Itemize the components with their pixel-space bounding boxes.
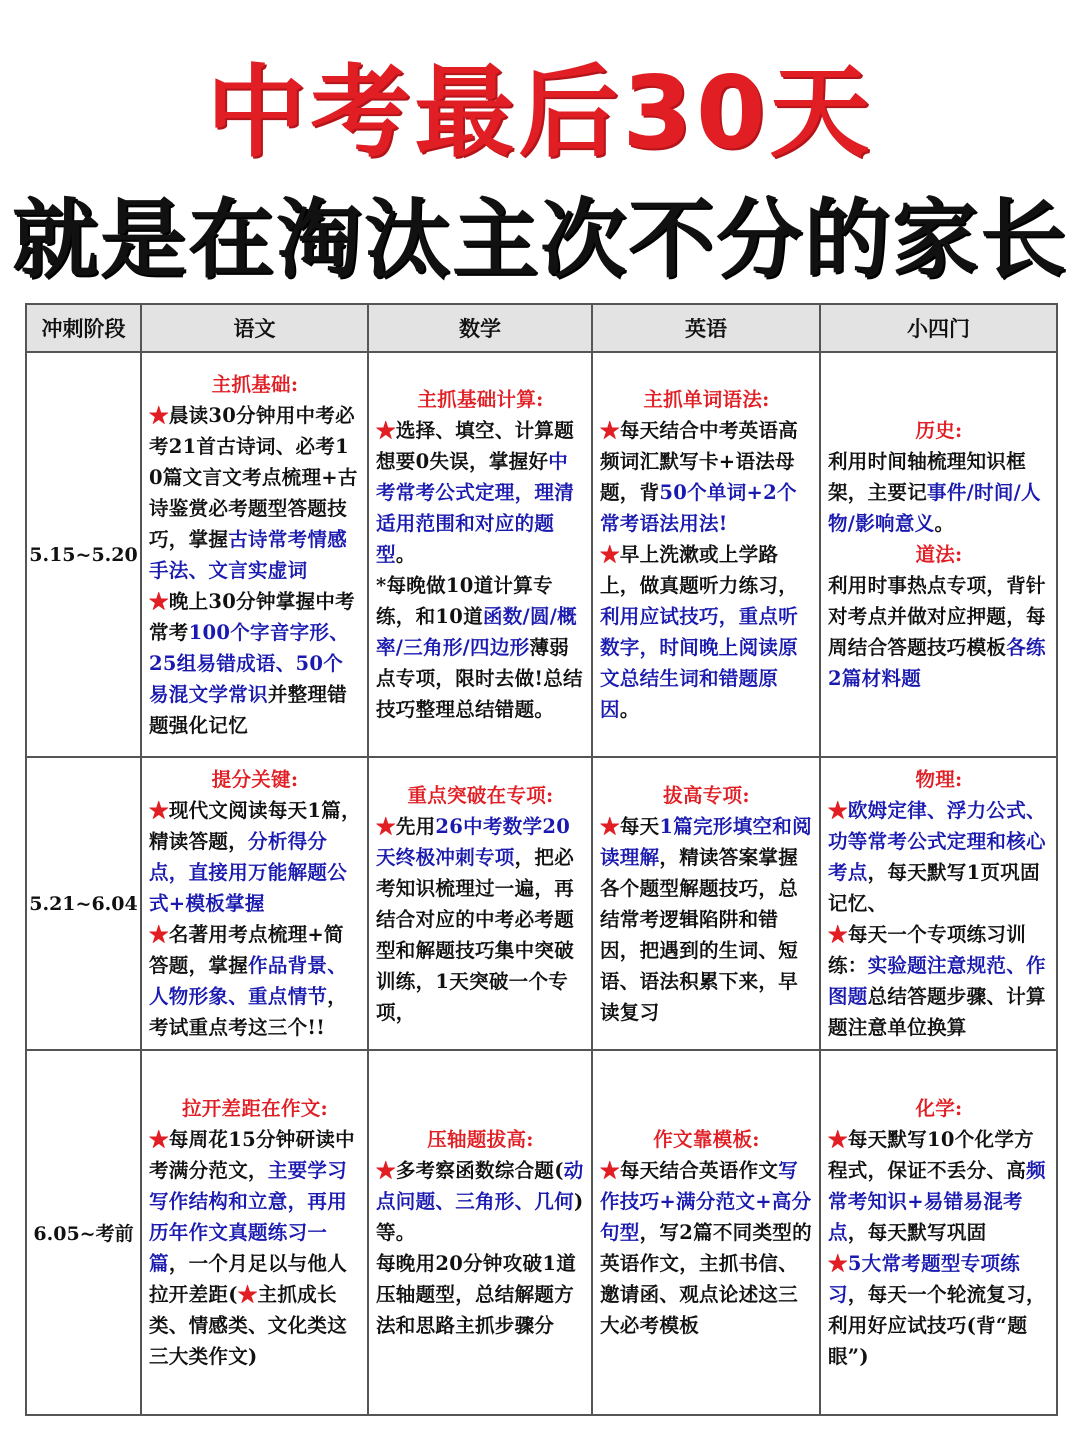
table-row [26, 352, 1057, 757]
star-icon: ★ [828, 1252, 848, 1275]
star-icon: ★ [376, 1159, 396, 1182]
english-cell [592, 757, 820, 1050]
highlight-text: 中考常考公式定理，理清适用范围和对应的题型 [376, 450, 575, 566]
star-icon: ★ [828, 1128, 848, 1151]
tip-paragraph [149, 1124, 361, 1372]
section-heading: 重点突破在专项: [407, 783, 554, 807]
highlight-text: 各练2篇材料题 [828, 636, 1046, 690]
tip-text: 选择、填空、计算题想要0失误，掌握好 [376, 419, 575, 473]
stage-cell: 6.05~考前 [26, 1050, 141, 1415]
tip-text: 先用 [395, 814, 436, 838]
column-header-stage: 冲刺阶段 [26, 304, 141, 352]
tip-text: 薄弱点专项，限时去做!总结技巧整理总结错题。 [376, 636, 583, 721]
tip-text: 利用时事热点专项，背针对考点并做对应押题，每周结合答题技巧模板 [828, 574, 1046, 659]
column-header-math: 数学 [368, 304, 592, 352]
tip-text: 现代文阅读每天1篇，精读答题， [149, 799, 361, 853]
tip-paragraph [149, 919, 361, 1043]
chinese-cell [141, 1050, 368, 1415]
star-icon: ★ [149, 799, 169, 822]
table-row [26, 757, 1057, 1050]
tip-paragraph [600, 539, 813, 725]
highlight-text: 主要学习写作结构和立意，再用历年作文真题练习一篇 [149, 1159, 348, 1275]
highlight-text: 事件/时间/人物/影响意义 [828, 481, 1041, 535]
star-icon: ★ [376, 814, 396, 838]
tip-paragraph [376, 1248, 585, 1341]
section-heading: 道法: [915, 543, 963, 566]
tip-text: 早上洗漱或上学路上，做真题听力练习， [600, 543, 799, 597]
star-icon: ★ [149, 1128, 169, 1151]
column-header-others: 小四门 [820, 304, 1057, 352]
star-icon: ★ [600, 814, 620, 838]
tip-text: 每天默写10个化学方程式，保证不丢分、高 [828, 1128, 1034, 1182]
main-title: 中考最后30天 [206, 54, 874, 171]
tip-paragraph [149, 586, 361, 741]
tip-text: 。 [934, 512, 955, 535]
tip-text: 多考察函数综合题( [395, 1159, 564, 1182]
highlight-text: 作品背景、人物形象、重点情节 [149, 954, 348, 1008]
star-icon: ★ [828, 799, 848, 822]
column-header-english: 英语 [592, 304, 820, 352]
others-cell [820, 1050, 1057, 1415]
highlight-text: 50个单词+2个常考语法用法! [600, 481, 797, 535]
tip-paragraph [376, 570, 585, 725]
star-icon: ★ [600, 1159, 620, 1182]
star-icon: ★ [600, 543, 620, 566]
tip-text: 并整理错题强化记忆 [149, 682, 348, 737]
tip-paragraph [828, 1124, 1050, 1248]
highlight-text: 实验题注意规范、作图题 [828, 954, 1046, 1008]
star-icon: ★ [600, 419, 620, 442]
tip-text: ，每天默写巩固 [847, 1221, 987, 1244]
highlight-text: 分析得分点，直接用万能解题公式+模板掌握 [149, 830, 348, 915]
highlight-text: 利用应试技巧，重点听数字，时间晚上阅读原文总结生词和错题原因 [600, 605, 799, 721]
highlight-text: 5大常考题型专项练习 [828, 1252, 1021, 1306]
column-header-chinese: 语文 [141, 304, 368, 352]
english-cell [592, 352, 820, 757]
tip-paragraph [376, 811, 585, 1028]
tip-text: 每天结合英语作文 [619, 1159, 779, 1182]
highlight-text: 写作技巧+满分范文+高分句型 [600, 1159, 812, 1244]
math-cell [368, 1050, 592, 1415]
highlight-text: 1篇完形填空和阅读理解 [600, 814, 812, 869]
tip-paragraph [828, 795, 1050, 919]
others-cell [820, 757, 1057, 1050]
section-heading: 压轴题拔高: [427, 1128, 534, 1151]
tip-text: 每天 [619, 814, 660, 838]
tip-paragraph [149, 795, 361, 919]
chinese-cell [141, 757, 368, 1050]
tip-text: 每晚用20分钟攻破1道压轴题型，总结解题方法和思路主抓步骤分 [376, 1252, 577, 1337]
tip-paragraph [828, 570, 1050, 694]
tip-paragraph [600, 811, 813, 1028]
tip-paragraph [149, 400, 361, 586]
section-heading: 物理: [915, 768, 963, 791]
highlight-text: 100个字音字形、25组易错成语、50个易混文学常识 [149, 620, 350, 706]
tip-text: 每天结合中考英语高频词汇默写卡+语法母题，背 [600, 419, 799, 504]
tip-text: ，把必考知识梳理过一遍，再结合对应的中考必考题型和解题技巧集中突破训练，1天突破一个专项， [376, 845, 575, 1024]
tip-text: 每天一个专项练习训练： [828, 923, 1027, 977]
tip-text: ，一个月足以与他人拉开差距( [149, 1252, 348, 1306]
math-cell [368, 352, 592, 757]
highlight-text: 频常考知识+易错易混考点 [828, 1159, 1046, 1244]
section-heading: 作文靠模板: [653, 1128, 760, 1151]
star-icon: ★ [828, 923, 848, 946]
math-cell [368, 757, 592, 1050]
tip-paragraph [828, 1248, 1050, 1372]
tip-text: 晨读30分钟用中考必考21首古诗词、必考10篇文言文考点梳理+古诗鉴赏必考题型答题技巧，掌握 [149, 403, 358, 551]
section-heading: 主抓单词语法: [643, 388, 770, 411]
star-icon: ★ [376, 419, 396, 442]
tip-text: 总结答题步骤、计算题注意单位换算 [828, 985, 1046, 1039]
tip-text: ，写2篇不同类型的英语作文，主抓书信、邀请函、观点论述这三大必考模板 [600, 1221, 812, 1337]
tip-text: 每周花15分钟研读中考满分范文， [149, 1128, 355, 1182]
star-icon: ★ [237, 1283, 258, 1306]
tip-text: )等。 [376, 1190, 584, 1244]
tip-text: 主抓成长类、情感类、文化类这三大类作文) [149, 1283, 348, 1368]
tip-text: ，精读答案掌握各个题型解题技巧，总结常考逻辑陷阱和错因，把遇到的生词、短语、语法积累下来，早读复习 [600, 845, 799, 1024]
star-icon: ★ [149, 923, 169, 946]
tip-text: ，考试重点考这三个!! [149, 985, 348, 1039]
stage-cell: 5.21~6.04 [26, 757, 141, 1050]
highlight-text: 26中考数学20天终极冲刺专项 [376, 814, 571, 869]
section-heading: 化学: [915, 1097, 963, 1120]
highlight-text: 动点问题、三角形、几何 [376, 1159, 584, 1213]
tip-text: 晚上30分钟掌握中考常考 [149, 589, 355, 644]
tip-text: 名著用考点梳理+简答题，掌握 [149, 923, 344, 977]
tip-text: ，每天一个轮流复习，利用好应试技巧(背“题眼”) [828, 1283, 1046, 1368]
star-icon: ★ [149, 403, 169, 427]
tip-text: ，每天默写1页巩固记忆、 [828, 861, 1040, 915]
section-heading: 主抓基础计算: [417, 388, 544, 411]
study-plan-table [25, 303, 1058, 1416]
section-heading: 主抓基础: [211, 372, 299, 396]
section-heading: 提分关键: [211, 768, 299, 791]
subtitle: 就是在淘汰主次不分的家长 [12, 190, 1068, 290]
section-heading: 拉开差距在作文: [181, 1097, 329, 1120]
tip-paragraph [600, 415, 813, 539]
english-cell [592, 1050, 820, 1415]
table-header-row [26, 304, 1057, 352]
tip-paragraph [376, 1155, 585, 1248]
star-icon: ★ [149, 589, 169, 613]
section-heading: 历史: [915, 419, 963, 442]
tip-paragraph [600, 1155, 813, 1341]
tip-paragraph [828, 446, 1050, 539]
others-cell [820, 352, 1057, 757]
highlight-text: 函数/圆/概率/三角形/四边形 [376, 605, 577, 659]
tip-paragraph [376, 415, 585, 570]
highlight-text: 欧姆定律、浮力公式、功等常考公式定理和核心考点 [828, 799, 1046, 884]
chinese-cell [141, 352, 368, 757]
highlight-text: 古诗常考情感手法、文言实虚词 [149, 527, 348, 582]
tip-text: 。 [395, 543, 416, 566]
tip-text: *每晚做10道计算专练，和10道 [376, 574, 553, 628]
tip-text: 利用时间轴梳理知识框架，主要记 [828, 450, 1027, 504]
table-row [26, 1050, 1057, 1415]
section-heading: 拔高专项: [663, 783, 750, 807]
tip-paragraph [828, 919, 1050, 1043]
stage-cell: 5.15~5.20 [26, 352, 141, 757]
tip-text: 。 [619, 698, 640, 721]
